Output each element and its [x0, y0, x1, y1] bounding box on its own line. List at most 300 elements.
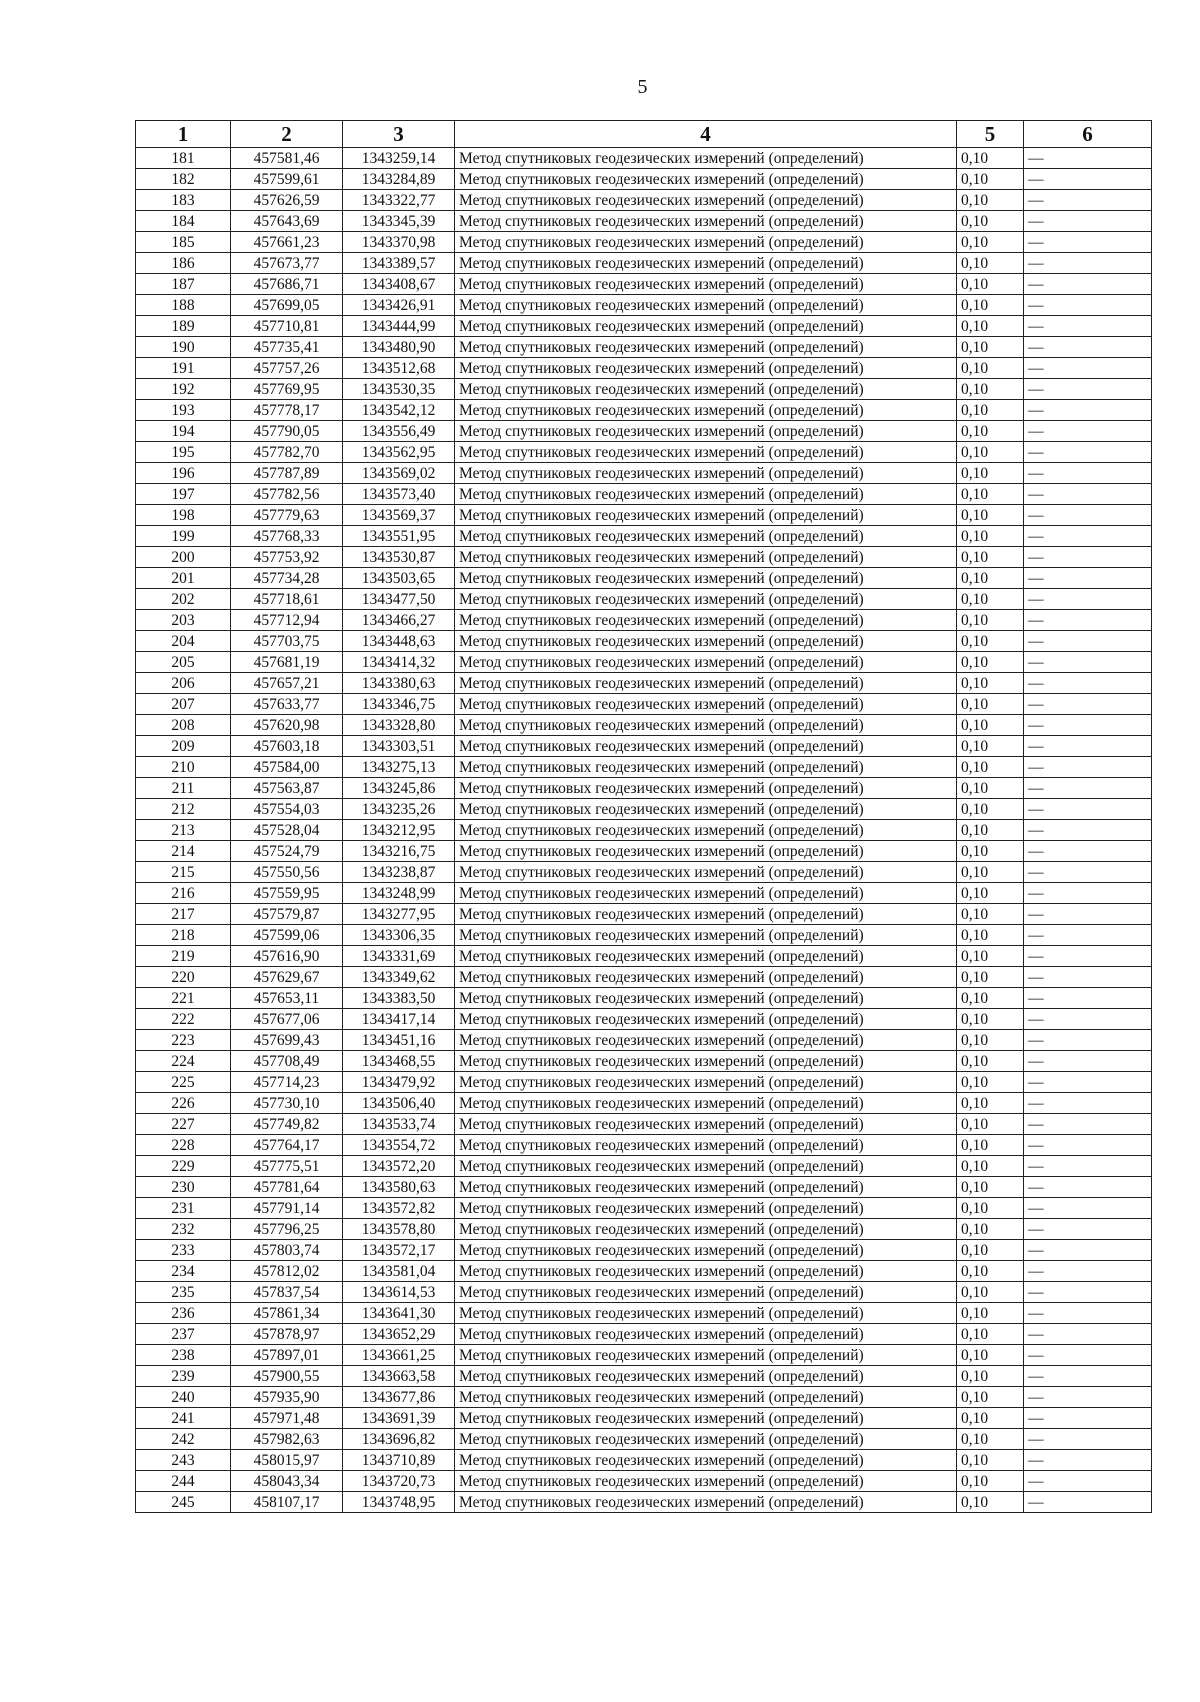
y-coordinate-cell: 1343530,35: [343, 379, 455, 400]
point-number-cell: 218: [136, 925, 231, 946]
accuracy-cell: 0,10: [957, 190, 1024, 211]
y-coordinate-cell: 1343389,57: [343, 253, 455, 274]
table-row: [136, 589, 1152, 610]
accuracy-cell: 0,10: [957, 568, 1024, 589]
accuracy-cell: 0,10: [957, 820, 1024, 841]
method-cell: Метод спутниковых геодезических измерений (определений): [455, 1429, 957, 1450]
accuracy-cell: 0,10: [957, 1177, 1024, 1198]
table-row: [136, 841, 1152, 862]
table-row: [136, 1198, 1152, 1219]
accuracy-cell: 0,10: [957, 799, 1024, 820]
description-cell: —: [1024, 673, 1152, 694]
description-cell: —: [1024, 883, 1152, 904]
table-row: [136, 295, 1152, 316]
table-row: [136, 673, 1152, 694]
table-row: [136, 505, 1152, 526]
x-coordinate-cell: 457982,63: [231, 1429, 343, 1450]
y-coordinate-cell: 1343691,39: [343, 1408, 455, 1429]
table-row: [136, 1429, 1152, 1450]
accuracy-cell: 0,10: [957, 589, 1024, 610]
accuracy-cell: 0,10: [957, 1282, 1024, 1303]
table-row: [136, 610, 1152, 631]
method-cell: Метод спутниковых геодезических измерений (определений): [455, 988, 957, 1009]
point-number-cell: 198: [136, 505, 231, 526]
point-number-cell: 206: [136, 673, 231, 694]
y-coordinate-cell: 1343383,50: [343, 988, 455, 1009]
table-row: [136, 736, 1152, 757]
accuracy-cell: 0,10: [957, 610, 1024, 631]
y-coordinate-cell: 1343248,99: [343, 883, 455, 904]
description-cell: —: [1024, 862, 1152, 883]
table-row: [136, 631, 1152, 652]
point-number-cell: 237: [136, 1324, 231, 1345]
x-coordinate-cell: 457730,10: [231, 1093, 343, 1114]
x-coordinate-cell: 457550,56: [231, 862, 343, 883]
table-row: [136, 1177, 1152, 1198]
table-row: [136, 967, 1152, 988]
x-coordinate-cell: 457708,49: [231, 1051, 343, 1072]
accuracy-cell: 0,10: [957, 1492, 1024, 1513]
x-coordinate-cell: 457629,67: [231, 967, 343, 988]
method-cell: Метод спутниковых геодезических измерений (определений): [455, 1051, 957, 1072]
description-cell: —: [1024, 484, 1152, 505]
accuracy-cell: 0,10: [957, 379, 1024, 400]
y-coordinate-cell: 1343572,20: [343, 1156, 455, 1177]
description-cell: —: [1024, 421, 1152, 442]
x-coordinate-cell: 457633,77: [231, 694, 343, 715]
description-cell: —: [1024, 799, 1152, 820]
x-coordinate-cell: 457778,17: [231, 400, 343, 421]
x-coordinate-cell: 457803,74: [231, 1240, 343, 1261]
point-number-cell: 244: [136, 1471, 231, 1492]
y-coordinate-cell: 1343614,53: [343, 1282, 455, 1303]
point-number-cell: 234: [136, 1261, 231, 1282]
x-coordinate-cell: 457735,41: [231, 337, 343, 358]
accuracy-cell: 0,10: [957, 1198, 1024, 1219]
x-coordinate-cell: 457584,00: [231, 757, 343, 778]
y-coordinate-cell: 1343530,87: [343, 547, 455, 568]
method-cell: Метод спутниковых геодезических измерений (определений): [455, 169, 957, 190]
y-coordinate-cell: 1343572,82: [343, 1198, 455, 1219]
description-cell: —: [1024, 1114, 1152, 1135]
description-cell: —: [1024, 1450, 1152, 1471]
table-row: [136, 904, 1152, 925]
y-coordinate-cell: 1343216,75: [343, 841, 455, 862]
description-cell: —: [1024, 1219, 1152, 1240]
header-col-6: 6: [1024, 121, 1152, 148]
point-number-cell: 190: [136, 337, 231, 358]
description-cell: —: [1024, 190, 1152, 211]
x-coordinate-cell: 457620,98: [231, 715, 343, 736]
description-cell: —: [1024, 169, 1152, 190]
method-cell: Метод спутниковых геодезических измерений (определений): [455, 1072, 957, 1093]
method-cell: Метод спутниковых геодезических измерений (определений): [455, 442, 957, 463]
point-number-cell: 239: [136, 1366, 231, 1387]
method-cell: Метод спутниковых геодезических измерений (определений): [455, 1471, 957, 1492]
header-col-2: 2: [231, 121, 343, 148]
point-number-cell: 201: [136, 568, 231, 589]
point-number-cell: 200: [136, 547, 231, 568]
table-row: [136, 1114, 1152, 1135]
method-cell: Метод спутниковых геодезических измерений (определений): [455, 715, 957, 736]
y-coordinate-cell: 1343328,80: [343, 715, 455, 736]
accuracy-cell: 0,10: [957, 526, 1024, 547]
y-coordinate-cell: 1343572,17: [343, 1240, 455, 1261]
accuracy-cell: 0,10: [957, 1114, 1024, 1135]
table-row: [136, 337, 1152, 358]
y-coordinate-cell: 1343346,75: [343, 694, 455, 715]
table-row: [136, 1387, 1152, 1408]
description-cell: —: [1024, 988, 1152, 1009]
x-coordinate-cell: 457837,54: [231, 1282, 343, 1303]
description-cell: —: [1024, 1030, 1152, 1051]
accuracy-cell: 0,10: [957, 253, 1024, 274]
table-row: [136, 211, 1152, 232]
y-coordinate-cell: 1343444,99: [343, 316, 455, 337]
description-cell: —: [1024, 946, 1152, 967]
x-coordinate-cell: 457699,05: [231, 295, 343, 316]
method-cell: Метод спутниковых геодезических измерений (определений): [455, 589, 957, 610]
point-number-cell: 222: [136, 1009, 231, 1030]
x-coordinate-cell: 457599,06: [231, 925, 343, 946]
x-coordinate-cell: 457796,25: [231, 1219, 343, 1240]
y-coordinate-cell: 1343573,40: [343, 484, 455, 505]
accuracy-cell: 0,10: [957, 442, 1024, 463]
x-coordinate-cell: 457673,77: [231, 253, 343, 274]
point-number-cell: 203: [136, 610, 231, 631]
table-row: [136, 568, 1152, 589]
page-number: 5: [637, 76, 648, 98]
table-row: [136, 1282, 1152, 1303]
table-row: [136, 1219, 1152, 1240]
method-cell: Метод спутниковых геодезических измерений (определений): [455, 1450, 957, 1471]
description-cell: —: [1024, 1324, 1152, 1345]
accuracy-cell: 0,10: [957, 484, 1024, 505]
x-coordinate-cell: 457653,11: [231, 988, 343, 1009]
point-number-cell: 242: [136, 1429, 231, 1450]
accuracy-cell: 0,10: [957, 1471, 1024, 1492]
description-cell: —: [1024, 589, 1152, 610]
y-coordinate-cell: 1343349,62: [343, 967, 455, 988]
y-coordinate-cell: 1343277,95: [343, 904, 455, 925]
header-col-1: 1: [136, 121, 231, 148]
description-cell: —: [1024, 736, 1152, 757]
method-cell: Метод спутниковых геодезических измерений (определений): [455, 841, 957, 862]
accuracy-cell: 0,10: [957, 232, 1024, 253]
accuracy-cell: 0,10: [957, 946, 1024, 967]
point-number-cell: 205: [136, 652, 231, 673]
point-number-cell: 228: [136, 1135, 231, 1156]
accuracy-cell: 0,10: [957, 925, 1024, 946]
accuracy-cell: 0,10: [957, 1261, 1024, 1282]
accuracy-cell: 0,10: [957, 1387, 1024, 1408]
description-cell: —: [1024, 904, 1152, 925]
y-coordinate-cell: 1343275,13: [343, 757, 455, 778]
x-coordinate-cell: 457677,06: [231, 1009, 343, 1030]
table-row: [136, 820, 1152, 841]
point-number-cell: 186: [136, 253, 231, 274]
method-cell: Метод спутниковых геодезических измерений (определений): [455, 1387, 957, 1408]
point-number-cell: 232: [136, 1219, 231, 1240]
y-coordinate-cell: 1343479,92: [343, 1072, 455, 1093]
point-number-cell: 223: [136, 1030, 231, 1051]
table-row: [136, 1324, 1152, 1345]
accuracy-cell: 0,10: [957, 715, 1024, 736]
y-coordinate-cell: 1343551,95: [343, 526, 455, 547]
accuracy-cell: 0,10: [957, 778, 1024, 799]
point-number-cell: 219: [136, 946, 231, 967]
point-number-cell: 245: [136, 1492, 231, 1513]
method-cell: Метод спутниковых геодезических измерений (определений): [455, 967, 957, 988]
coordinates-table: [135, 120, 1152, 1513]
description-cell: —: [1024, 1345, 1152, 1366]
x-coordinate-cell: 457718,61: [231, 589, 343, 610]
x-coordinate-cell: 457643,69: [231, 211, 343, 232]
x-coordinate-cell: 457524,79: [231, 841, 343, 862]
method-cell: Метод спутниковых геодезических измерений (определений): [455, 883, 957, 904]
method-cell: Метод спутниковых геодезических измерений (определений): [455, 1345, 957, 1366]
x-coordinate-cell: 457710,81: [231, 316, 343, 337]
point-number-cell: 235: [136, 1282, 231, 1303]
x-coordinate-cell: 457616,90: [231, 946, 343, 967]
description-cell: —: [1024, 1408, 1152, 1429]
method-cell: Метод спутниковых геодезических измерений (определений): [455, 1492, 957, 1513]
method-cell: Метод спутниковых геодезических измерений (определений): [455, 862, 957, 883]
accuracy-cell: 0,10: [957, 400, 1024, 421]
description-cell: —: [1024, 757, 1152, 778]
header-col-5: 5: [957, 121, 1024, 148]
description-cell: —: [1024, 1240, 1152, 1261]
table-row: [136, 1261, 1152, 1282]
y-coordinate-cell: 1343345,39: [343, 211, 455, 232]
accuracy-cell: 0,10: [957, 652, 1024, 673]
accuracy-cell: 0,10: [957, 1408, 1024, 1429]
x-coordinate-cell: 457775,51: [231, 1156, 343, 1177]
method-cell: Метод спутниковых геодезических измерений (определений): [455, 820, 957, 841]
description-cell: —: [1024, 820, 1152, 841]
point-number-cell: 207: [136, 694, 231, 715]
y-coordinate-cell: 1343569,37: [343, 505, 455, 526]
description-cell: —: [1024, 1429, 1152, 1450]
description-cell: —: [1024, 778, 1152, 799]
x-coordinate-cell: 457935,90: [231, 1387, 343, 1408]
description-cell: —: [1024, 631, 1152, 652]
y-coordinate-cell: 1343417,14: [343, 1009, 455, 1030]
x-coordinate-cell: 457900,55: [231, 1366, 343, 1387]
point-number-cell: 221: [136, 988, 231, 1009]
method-cell: Метод спутниковых геодезических измерений (определений): [455, 1093, 957, 1114]
method-cell: Метод спутниковых геодезических измерений (определений): [455, 1366, 957, 1387]
y-coordinate-cell: 1343663,58: [343, 1366, 455, 1387]
table-row: [136, 946, 1152, 967]
table-row: [136, 547, 1152, 568]
x-coordinate-cell: 458107,17: [231, 1492, 343, 1513]
point-number-cell: 214: [136, 841, 231, 862]
table-row: [136, 1366, 1152, 1387]
method-cell: Метод спутниковых геодезических измерений (определений): [455, 337, 957, 358]
method-cell: Метод спутниковых геодезических измерений (определений): [455, 946, 957, 967]
y-coordinate-cell: 1343408,67: [343, 274, 455, 295]
method-cell: Метод спутниковых геодезических измерений (определений): [455, 358, 957, 379]
y-coordinate-cell: 1343212,95: [343, 820, 455, 841]
x-coordinate-cell: 457753,92: [231, 547, 343, 568]
table-row: [136, 1135, 1152, 1156]
table-row: [136, 421, 1152, 442]
x-coordinate-cell: 457734,28: [231, 568, 343, 589]
y-coordinate-cell: 1343238,87: [343, 862, 455, 883]
y-coordinate-cell: 1343259,14: [343, 148, 455, 169]
x-coordinate-cell: 457681,19: [231, 652, 343, 673]
method-cell: Метод спутниковых геодезических измерений (определений): [455, 799, 957, 820]
y-coordinate-cell: 1343562,95: [343, 442, 455, 463]
method-cell: Метод спутниковых геодезических измерений (определений): [455, 148, 957, 169]
header-col-3: 3: [343, 121, 455, 148]
point-number-cell: 212: [136, 799, 231, 820]
accuracy-cell: 0,10: [957, 148, 1024, 169]
y-coordinate-cell: 1343748,95: [343, 1492, 455, 1513]
accuracy-cell: 0,10: [957, 673, 1024, 694]
description-cell: —: [1024, 568, 1152, 589]
method-cell: Метод спутниковых геодезических измерений (определений): [455, 1114, 957, 1135]
y-coordinate-cell: 1343451,16: [343, 1030, 455, 1051]
description-cell: —: [1024, 694, 1152, 715]
accuracy-cell: 0,10: [957, 1303, 1024, 1324]
method-cell: Метод спутниковых геодезических измерений (определений): [455, 547, 957, 568]
accuracy-cell: 0,10: [957, 1051, 1024, 1072]
description-cell: —: [1024, 1072, 1152, 1093]
y-coordinate-cell: 1343533,74: [343, 1114, 455, 1135]
description-cell: —: [1024, 526, 1152, 547]
table-row: [136, 694, 1152, 715]
method-cell: Метод спутниковых геодезических измерений (определений): [455, 1156, 957, 1177]
x-coordinate-cell: 457971,48: [231, 1408, 343, 1429]
accuracy-cell: 0,10: [957, 295, 1024, 316]
y-coordinate-cell: 1343710,89: [343, 1450, 455, 1471]
method-cell: Метод спутниковых геодезических измерений (определений): [455, 1009, 957, 1030]
description-cell: —: [1024, 1156, 1152, 1177]
point-number-cell: 241: [136, 1408, 231, 1429]
y-coordinate-cell: 1343569,02: [343, 463, 455, 484]
y-coordinate-cell: 1343468,55: [343, 1051, 455, 1072]
x-coordinate-cell: 457626,59: [231, 190, 343, 211]
y-coordinate-cell: 1343542,12: [343, 400, 455, 421]
method-cell: Метод спутниковых геодезических измерений (определений): [455, 253, 957, 274]
description-cell: —: [1024, 442, 1152, 463]
description-cell: —: [1024, 379, 1152, 400]
y-coordinate-cell: 1343581,04: [343, 1261, 455, 1282]
description-cell: —: [1024, 1471, 1152, 1492]
point-number-cell: 197: [136, 484, 231, 505]
y-coordinate-cell: 1343512,68: [343, 358, 455, 379]
description-cell: —: [1024, 316, 1152, 337]
x-coordinate-cell: 457559,95: [231, 883, 343, 904]
x-coordinate-cell: 457581,46: [231, 148, 343, 169]
table-body: [136, 148, 1152, 1513]
method-cell: Метод спутниковых геодезических измерений (определений): [455, 652, 957, 673]
method-cell: Метод спутниковых геодезических измерений (определений): [455, 1030, 957, 1051]
method-cell: Метод спутниковых геодезических измерений (определений): [455, 925, 957, 946]
point-number-cell: 185: [136, 232, 231, 253]
accuracy-cell: 0,10: [957, 967, 1024, 988]
table-row: [136, 1240, 1152, 1261]
x-coordinate-cell: 457703,75: [231, 631, 343, 652]
method-cell: Метод спутниковых геодезических измерений (определений): [455, 673, 957, 694]
point-number-cell: 193: [136, 400, 231, 421]
method-cell: Метод спутниковых геодезических измерений (определений): [455, 778, 957, 799]
method-cell: Метод спутниковых геодезических измерений (определений): [455, 1303, 957, 1324]
table-row: [136, 862, 1152, 883]
accuracy-cell: 0,10: [957, 862, 1024, 883]
point-number-cell: 231: [136, 1198, 231, 1219]
point-number-cell: 211: [136, 778, 231, 799]
table-row: [136, 757, 1152, 778]
method-cell: Метод спутниковых геодезических измерений (определений): [455, 694, 957, 715]
method-cell: Метод спутниковых геодезических измерений (определений): [455, 505, 957, 526]
table-row: [136, 778, 1152, 799]
method-cell: Метод спутниковых геодезических измерений (определений): [455, 1324, 957, 1345]
x-coordinate-cell: 457757,26: [231, 358, 343, 379]
method-cell: Метод спутниковых геодезических измерений (определений): [455, 232, 957, 253]
point-number-cell: 192: [136, 379, 231, 400]
header-col-4: 4: [455, 121, 957, 148]
y-coordinate-cell: 1343696,82: [343, 1429, 455, 1450]
y-coordinate-cell: 1343306,35: [343, 925, 455, 946]
point-number-cell: 208: [136, 715, 231, 736]
description-cell: —: [1024, 967, 1152, 988]
accuracy-cell: 0,10: [957, 316, 1024, 337]
table-row: [136, 1303, 1152, 1324]
method-cell: Метод спутниковых геодезических измерений (определений): [455, 568, 957, 589]
accuracy-cell: 0,10: [957, 337, 1024, 358]
point-number-cell: 217: [136, 904, 231, 925]
y-coordinate-cell: 1343661,25: [343, 1345, 455, 1366]
table-row: [136, 442, 1152, 463]
accuracy-cell: 0,10: [957, 505, 1024, 526]
method-cell: Метод спутниковых геодезических измерений (определений): [455, 316, 957, 337]
description-cell: —: [1024, 1051, 1152, 1072]
description-cell: —: [1024, 1492, 1152, 1513]
method-cell: Метод спутниковых геодезических измерений (определений): [455, 1282, 957, 1303]
x-coordinate-cell: 457699,43: [231, 1030, 343, 1051]
y-coordinate-cell: 1343556,49: [343, 421, 455, 442]
point-number-cell: 187: [136, 274, 231, 295]
method-cell: Метод спутниковых геодезических измерений (определений): [455, 379, 957, 400]
point-number-cell: 236: [136, 1303, 231, 1324]
description-cell: —: [1024, 337, 1152, 358]
y-coordinate-cell: 1343284,89: [343, 169, 455, 190]
table-row: [136, 1492, 1152, 1513]
description-cell: —: [1024, 211, 1152, 232]
point-number-cell: 220: [136, 967, 231, 988]
table-row: [136, 232, 1152, 253]
point-number-cell: 196: [136, 463, 231, 484]
description-cell: —: [1024, 1198, 1152, 1219]
table-header-row: [136, 121, 1152, 148]
accuracy-cell: 0,10: [957, 463, 1024, 484]
table-row: [136, 925, 1152, 946]
x-coordinate-cell: 457781,64: [231, 1177, 343, 1198]
method-cell: Метод спутниковых геодезических измерений (определений): [455, 274, 957, 295]
point-number-cell: 225: [136, 1072, 231, 1093]
table-row: [136, 1072, 1152, 1093]
y-coordinate-cell: 1343578,80: [343, 1219, 455, 1240]
method-cell: Метод спутниковых геодезических измерений (определений): [455, 1219, 957, 1240]
description-cell: —: [1024, 274, 1152, 295]
point-number-cell: 229: [136, 1156, 231, 1177]
x-coordinate-cell: 457603,18: [231, 736, 343, 757]
point-number-cell: 183: [136, 190, 231, 211]
accuracy-cell: 0,10: [957, 211, 1024, 232]
